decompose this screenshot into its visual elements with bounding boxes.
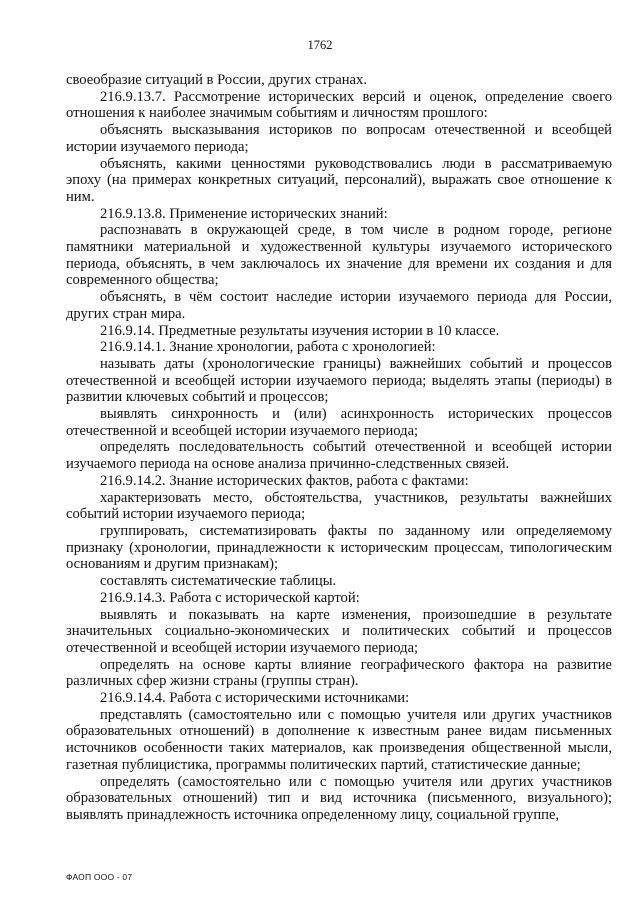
footer-code: ФАОП ООО - 07 [66, 872, 133, 882]
paragraph: 216.9.13.7. Рассмотрение исторических версий и оценок, определение своего отношения к наиболее значимым событиям и личностям прошлого: [66, 88, 612, 122]
paragraph: группировать, систематизировать факты по заданному или определяемому признаку (хронологии, принадлежности к историческим процессам, типологическим основаниям и другим признакам); [66, 522, 612, 573]
paragraph: определять последовательность событий отечественной и всеобщей истории изучаемого периода на основе анализа причинно-следственных связей. [66, 439, 612, 473]
paragraph: объяснять, в чём состоит наследие истории изучаемого периода для России, других стран мира. [66, 289, 612, 322]
paragraph: 216.9.13.8. Применение исторических знаний: [100, 205, 388, 222]
paragraph: 216.9.14.3. Работа с исторической картой: [100, 589, 360, 606]
paragraph: 216.9.14. Предметные результаты изучения истории в 10 классе. [100, 322, 500, 339]
paragraph: выявлять и показывать на карте изменения, произошедшие в результате значительных социально-экономических и политических событий и процессов отечественной и всеобщей истории изучаемого периода; [66, 606, 612, 656]
paragraph: представлять (самостоятельно или с помощью учителя или других участников образовательных отношений) в дополнение к известным ранее видам письменных источников особенности таких материалов, как произведения общественной мысли, газетная публицистика, программы политических партий, статистические данные; [66, 706, 612, 773]
body-text [66, 72, 612, 824]
paragraph: 216.9.14.4. Работа с историческими источниками: [100, 690, 410, 707]
paragraph: объяснять высказывания историков по вопросам отечественной и всеобщей истории изучаемого периода; [66, 122, 612, 155]
paragraph: определять (самостоятельно или с помощью учителя или других участников образовательных отношений) тип и вид источника (письменного, визуального); выявлять принадлежность источника определенному лицу, социальной группе, [66, 773, 612, 823]
paragraph: объяснять, какими ценностями руководствовались люди в рассматриваемую эпоху (на примерах конкретных ситуаций, персоналий), выражать свое отношение к ним. [66, 155, 612, 205]
paragraph: называть даты (хронологические границы) важнейших событий и процессов отечественной и всеобщей истории изучаемого периода; выделять этапы (периоды) в развитии ключевых событий и процессов; [66, 355, 612, 406]
paragraph: своеобразие ситуаций в России, других странах. [66, 72, 367, 88]
paragraph: характеризовать место, обстоятельства, участников, результаты важнейших событий истории изучаемого периода; [66, 489, 612, 523]
paragraph: 216.9.14.1. Знание хронологии, работа с хронологией: [100, 339, 436, 356]
paragraph: распознавать в окружающей среде, в том числе в родном городе, регионе памятники материальной и художественной культуры изучаемого исторического периода, объяснять, в чем заключалось их значение для времени их создания и для современного общества; [66, 222, 612, 289]
paragraph: выявлять синхронность и (или) асинхронность исторических процессов отечественной и всеобщей истории изучаемого периода; [66, 406, 612, 439]
paragraph: определять на основе карты влияние географического фактора на развитие различных сфер жизни страны (группы стран). [66, 656, 612, 690]
paragraph: составлять систематические таблицы. [100, 573, 337, 590]
page-number: 1762 [307, 38, 333, 52]
paragraph: 216.9.14.2. Знание исторических фактов, работа с фактами: [100, 472, 469, 489]
